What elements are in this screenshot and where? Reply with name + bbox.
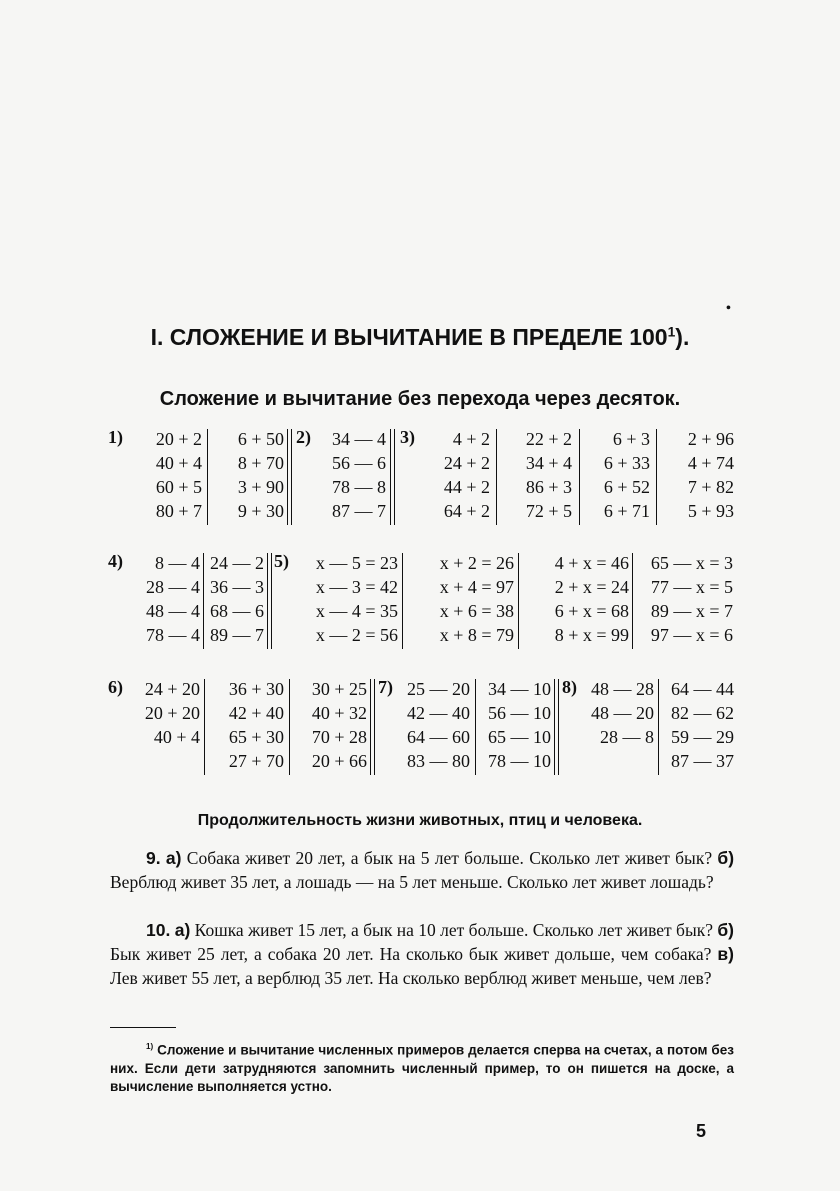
exercise-number: 2)	[296, 427, 311, 447]
exercise-column: 34 — 10 56 — 10 65 — 10 78 — 10	[488, 679, 551, 771]
exercise-column: 25 — 20 42 — 40 64 — 60 83 — 80	[407, 679, 470, 771]
column-divider	[496, 429, 497, 525]
exercise-number: 1)	[108, 427, 123, 447]
exercise-block-3	[108, 677, 738, 777]
exercise-column: 30 + 25 40 + 32 70 + 28 20 + 66	[311, 679, 367, 771]
exercise-column: 2 + 96 4 + 74 7 + 82 5 + 93	[687, 429, 734, 521]
problem-9: 9. а) Собака живет 20 лет, а бык на 5 лет больше. Сколько лет живет бык? б) Верблюд живет 35 лет, а лошадь — на 5 лет меньше. Сколько лет живет лошадь?	[110, 848, 735, 892]
exercise-column: 48 — 28 48 — 20 28 — 8	[591, 679, 654, 747]
group-divider	[390, 429, 395, 525]
column-divider	[656, 429, 657, 525]
column-divider	[518, 553, 519, 649]
exercise-block-1	[108, 427, 738, 527]
exercise-column: 36 + 30 42 + 40 65 + 30 27 + 70	[228, 679, 284, 771]
exercise-column: 4 + x = 46 2 + x = 24 6 + x = 68 8 + x = 99	[554, 553, 629, 645]
exercise-column: 6 + 50 8 + 70 3 + 90 9 + 30	[237, 429, 284, 521]
exercise-number: 5)	[274, 551, 289, 571]
problem-10: 10. а) Кошка живет 15 лет, а бык на 10 лет больше. Сколько лет живет бык? б) Бык живет 25 лет, а собака 20 лет. На сколько бык живет дольше, чем собака? в) Лев живет 55 лет, а верблюд 35 лет. На сколько верблюд живет меньше, чем лев?	[110, 920, 734, 988]
exercise-column: 65 — x = 3 77 — x = 5 89 — x = 7 97 — x = 6	[650, 553, 733, 645]
exercise-number: 3)	[400, 427, 415, 447]
margin-mark: •	[726, 301, 731, 316]
column-divider	[203, 553, 204, 649]
column-divider	[579, 429, 580, 525]
group-divider	[267, 553, 272, 649]
exercise-number: 6)	[108, 677, 123, 697]
column-divider	[204, 679, 205, 775]
exercise-column: x — 5 = 23 x — 3 = 42 x — 4 = 35 x — 2 = 56	[315, 553, 398, 645]
exercise-block-2	[108, 551, 738, 651]
footnote-rule	[110, 1027, 176, 1028]
exercise-column: x + 2 = 26 x + 4 = 97 x + 6 = 38 x + 8 = 79	[439, 553, 514, 645]
exercise-column: 24 + 20 20 + 20 40 + 4	[144, 679, 200, 747]
exercise-column: 8 — 4 28 — 4 48 — 4 78 — 4	[146, 553, 200, 645]
column-divider	[402, 553, 403, 649]
exercise-column: 6 + 3 6 + 33 6 + 52 6 + 71	[603, 429, 650, 521]
group-divider	[287, 429, 292, 525]
group-divider	[554, 679, 559, 775]
column-divider	[475, 679, 476, 775]
exercise-column: 24 — 2 36 — 3 68 — 6 89 — 7	[210, 553, 264, 645]
exercise-column: 64 — 44 82 — 62 59 — 29 87 — 37	[671, 679, 734, 771]
exercise-number: 8)	[562, 677, 577, 697]
chapter-title: I. СЛОЖЕНИЕ И ВЫЧИТАНИЕ В ПРЕДЕЛЕ $100^1$).	[150, 324, 690, 350]
footnote: $^{1)}$ Сложение и вычитание численных примеров делается сперва на счетах, а потом без них. Если дети затрудняются запомнить численный пример, то он пишется на доске, а вычисление выполняется устно.	[110, 1042, 734, 1094]
group-divider	[370, 679, 375, 775]
exercise-column: 4 + 2 24 + 2 44 + 2 64 + 2	[443, 429, 490, 521]
exercise-number: 4)	[108, 551, 123, 571]
exercise-number: 7)	[378, 677, 393, 697]
exercise-column: 34 — 4 56 — 6 78 — 8 87 — 7	[332, 429, 386, 521]
section-title: Продолжительность жизни животных, птиц и человека.	[197, 812, 643, 829]
exercise-column: 22 + 2 34 + 4 86 + 3 72 + 5	[525, 429, 572, 521]
column-divider	[658, 679, 659, 775]
column-divider	[207, 429, 208, 525]
column-divider	[632, 553, 633, 649]
page-number: 5	[696, 1121, 707, 1141]
column-divider	[289, 679, 290, 775]
exercise-column: 20 + 2 40 + 4 60 + 5 80 + 7	[155, 429, 202, 521]
section-subtitle: Сложение и вычитание без перехода через десяток.	[159, 388, 681, 410]
